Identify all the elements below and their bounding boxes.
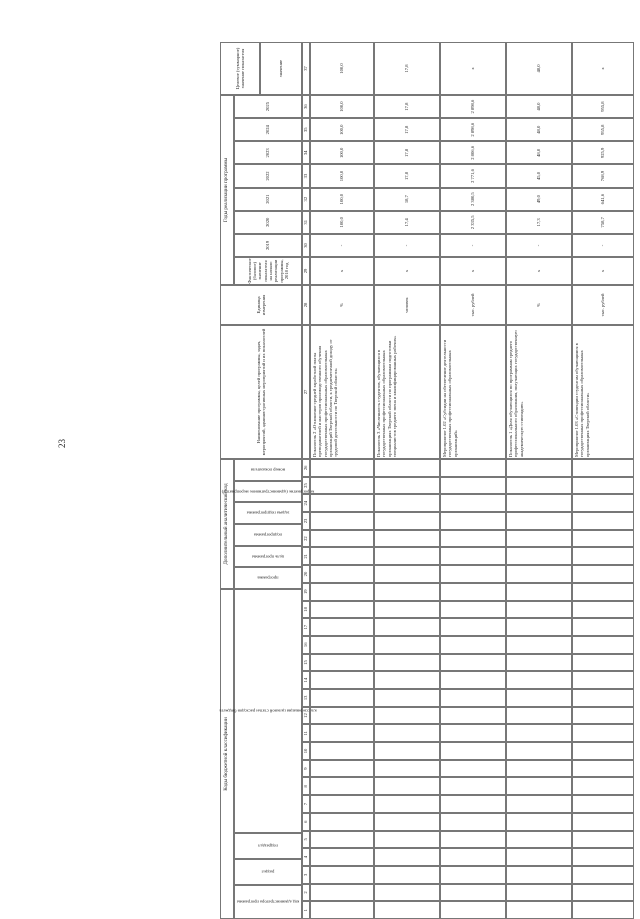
code-cell [506,494,572,512]
code-cell [310,884,374,902]
code-cell [374,636,440,654]
row-year-value: 2 771,6 [440,164,506,187]
dop-sub-header-text: задача подпрограммы [246,510,290,516]
row-target: х [572,42,634,95]
code-cell [440,636,506,654]
row-unit: тыс. рублей [440,285,506,325]
code-cell [374,831,440,849]
code-cell [374,777,440,795]
column-number: 9 [302,760,310,778]
code-cell [506,884,572,902]
dop-sub-header [234,567,302,589]
code-cell [506,777,572,795]
row-year-value: 2 335,5 [440,211,506,234]
row-year-value: - [506,234,572,257]
row-year-value: - [310,234,374,257]
code-cell [506,601,572,619]
column-number: 30 [302,234,310,257]
code-cell [310,866,374,884]
row-year-value: 17,8 [374,141,440,164]
row-year-value: - [440,234,506,257]
code-cell [440,494,506,512]
name-column-header [220,325,302,459]
column-number: 32 [302,188,310,211]
code-cell [572,618,634,636]
row-fact: х [506,257,572,285]
row-name: Показатель 1 «Доля обучающихся по программам среднего профессионального образования, получающих государственную академическую стипендию» [506,325,572,459]
code-cell [506,866,572,884]
kbk-header [220,589,234,919]
code-cell [572,689,634,707]
column-number: 1 [302,901,310,919]
code-cell [506,901,572,919]
dop-sub-header-text: цель программы [251,554,285,560]
column-number: 18 [302,601,310,619]
dop-header [220,459,234,589]
code-cell [506,795,572,813]
dop-sub-header [234,546,302,568]
code-cell [310,601,374,619]
code-cell [506,459,572,477]
code-cell [572,671,634,689]
code-cell [506,707,572,725]
column-number: 10 [302,742,310,760]
row-target: 100,0 [310,42,374,95]
row-fact: х [374,257,440,285]
code-cell [374,813,440,831]
code-cell [506,547,572,565]
code-cell [310,530,374,548]
row-target: 17,8 [374,42,440,95]
row-year-value: 17,8 [374,118,440,141]
row-year-value: 955,8 [572,118,634,141]
column-number: 2 [302,884,310,902]
target-header [220,42,260,95]
column-number: 35 [302,118,310,141]
code-cell [374,742,440,760]
code-cell [572,866,634,884]
name-column-header-text: Наименование программы, целей программы, задач, мероприятий, административных мероприятий и их показателей [255,328,266,456]
column-number: 3 [302,866,310,884]
code-cell [506,724,572,742]
column-number: 13 [302,689,310,707]
code-cell [374,530,440,548]
code-cell [440,654,506,672]
code-cell [572,884,634,902]
years-header [220,95,234,285]
code-cell [572,848,634,866]
code-cell [506,813,572,831]
code-cell [310,795,374,813]
column-number: 21 [302,547,310,565]
code-cell [440,813,506,831]
column-number: 8 [302,777,310,795]
column-number: 22 [302,530,310,548]
code-cell [374,866,440,884]
code-cell [506,565,572,583]
kbk-sub-header-text: код администратора программы [236,899,300,905]
year-header: 2022 [234,164,302,187]
row-year-value: 925,9 [572,141,634,164]
code-cell [572,742,634,760]
column-number: 27 [302,325,310,459]
column-number: 28 [302,285,310,325]
row-target: х [440,42,506,95]
row-unit: % [506,285,572,325]
row-year-value: 2 380,5 [440,188,506,211]
code-cell [440,884,506,902]
code-cell [374,494,440,512]
code-cell [374,601,440,619]
code-cell [506,654,572,672]
unit-column-header [220,285,302,325]
code-cell [374,583,440,601]
row-target: 48,0 [506,42,572,95]
code-cell [374,565,440,583]
row-fact: х [572,257,634,285]
column-number: 15 [302,654,310,672]
code-cell [440,795,506,813]
value-header-text: значение [278,59,284,78]
code-cell [310,459,374,477]
column-number: 14 [302,671,310,689]
kbk-sub-header [234,885,302,919]
code-cell [374,547,440,565]
code-cell [506,477,572,495]
code-cell [310,813,374,831]
code-cell [506,618,572,636]
code-cell [374,512,440,530]
code-cell [572,724,634,742]
row-year-value: 45,0 [506,164,572,187]
row-year-value: 17,8 [374,164,440,187]
code-cell [374,724,440,742]
code-cell [310,512,374,530]
dop-header-text: Дополнительный аналитический код [223,483,230,565]
row-year-value: 100,0 [310,164,374,187]
row-year-value: 17,4 [374,211,440,234]
code-cell [310,689,374,707]
code-cell [310,724,374,742]
row-name: Мероприятие 1.03 «Стипендии студентам обучающимся в государственных профессиональных образовательных организациях Тверской области» [572,325,634,459]
row-fact: х [440,257,506,285]
code-cell [506,831,572,849]
row-year-value: 641,6 [572,188,634,211]
code-cell [440,742,506,760]
code-cell [374,689,440,707]
code-cell [310,831,374,849]
code-cell [572,636,634,654]
kbk-sub-header-text: классификация целевой статьи расходов бюджета [219,708,317,714]
code-cell [440,901,506,919]
code-cell [374,795,440,813]
code-cell [572,512,634,530]
code-cell [310,547,374,565]
code-cell [310,848,374,866]
years-header-text: Годы реализации программы [223,157,230,223]
code-cell [506,671,572,689]
code-cell [310,636,374,654]
row-year-value: 49,0 [506,188,572,211]
year-header: 2025 [234,95,302,118]
code-cell [310,494,374,512]
year-header: 2021 [234,188,302,211]
kbk-sub-header-text: раздел [261,869,275,875]
row-year-value: 48,0 [506,141,572,164]
code-cell [374,884,440,902]
column-number: 23 [302,512,310,530]
code-cell [440,459,506,477]
row-year-value: 48,0 [506,95,572,118]
column-number: 17 [302,618,310,636]
code-cell [440,583,506,601]
year-header: 2024 [234,118,302,141]
code-cell [440,512,506,530]
code-cell [310,654,374,672]
code-cell [572,795,634,813]
code-cell [572,777,634,795]
kbk-header-text: Коды бюджетной классификации [223,717,230,791]
column-number: 25 [302,477,310,495]
column-number: 16 [302,636,310,654]
code-cell [506,530,572,548]
code-cell [310,618,374,636]
code-cell [506,583,572,601]
code-cell [506,636,572,654]
row-year-value: 768,9 [572,164,634,187]
code-cell [506,512,572,530]
code-cell [310,901,374,919]
row-year-value: 2 806,6 [440,141,506,164]
code-cell [572,547,634,565]
code-cell [572,459,634,477]
fact-header [234,257,302,285]
column-number: 4 [302,848,310,866]
row-year-value: 48,0 [506,118,572,141]
column-number: 37 [302,42,310,95]
row-year-value: 100,0 [310,118,374,141]
kbk-sub-header [234,833,302,859]
code-cell [310,583,374,601]
dop-sub-header [234,502,302,524]
row-name: Показатель 2 «Отношение средней заработной платы преподавателей и мастеров производственного обучения государственных профессиональных образовательных организаций Тверской области, к среднемесячной доходу от трудовой деятельности по Тверской области» [310,325,374,459]
code-cell [440,866,506,884]
code-cell [506,689,572,707]
row-year-value: 100,0 [310,95,374,118]
fact-header-text: Фактическое (базовое) значение показателя на начало реализации программы, 2018 год [246,258,289,284]
code-cell [374,477,440,495]
code-cell [374,760,440,778]
code-cell [572,601,634,619]
code-cell [374,901,440,919]
dop-sub-header-text: программа [257,575,279,581]
code-cell [440,530,506,548]
code-cell [572,477,634,495]
column-number: 5 [302,831,310,849]
table-landscape [220,42,634,919]
code-cell [572,813,634,831]
code-cell [506,760,572,778]
dop-sub-header-text: подпрограмма [253,532,283,538]
row-unit: тыс. рублей [572,285,634,325]
code-cell [440,618,506,636]
code-cell [440,547,506,565]
code-cell [374,848,440,866]
code-cell [310,760,374,778]
code-cell [440,760,506,778]
code-cell [572,494,634,512]
code-cell [572,901,634,919]
code-cell [440,565,506,583]
column-number: 11 [302,724,310,742]
code-cell [374,459,440,477]
column-number: 36 [302,95,310,118]
column-number: 29 [302,257,310,285]
code-cell [506,848,572,866]
code-cell [572,565,634,583]
code-cell [440,707,506,725]
row-year-value: 2 898,6 [440,118,506,141]
row-year-value: - [374,234,440,257]
column-number: 24 [302,494,310,512]
row-year-value: 18,7 [374,188,440,211]
code-cell [310,742,374,760]
code-cell [440,601,506,619]
kbk-sub-header [234,859,302,885]
code-cell [374,654,440,672]
row-name: Мероприятие 1.02 «Субсидии на обеспечение деятельности государственных профессиональных образовательных организаций» [440,325,506,459]
code-cell [310,565,374,583]
row-year-value: 2 898,6 [440,95,506,118]
column-number: 34 [302,141,310,164]
code-cell [572,760,634,778]
code-cell [374,618,440,636]
column-number: 26 [302,459,310,477]
code-cell [440,777,506,795]
column-number: 31 [302,211,310,234]
program-table [220,42,634,919]
row-fact: х [310,257,374,285]
code-cell [572,654,634,672]
code-cell [440,671,506,689]
row-year-value: 758,7 [572,211,634,234]
code-cell [310,707,374,725]
year-header: 2023 [234,141,302,164]
code-cell [572,707,634,725]
row-year-value: 100,0 [310,211,374,234]
code-cell [440,831,506,849]
year-header: 2020 [234,211,302,234]
row-unit: человек [374,285,440,325]
row-year-value: 100,0 [310,188,374,211]
code-cell [374,671,440,689]
kbk-sub-header-text: подраздел [258,843,278,849]
column-number: 7 [302,795,310,813]
unit-column-header-text: Единица измерения [255,294,266,316]
row-year-value: 955,8 [572,95,634,118]
code-cell [572,583,634,601]
column-number: 33 [302,164,310,187]
code-cell [572,831,634,849]
target-header-text: Целевое (суммарное) значение показателя [234,47,245,90]
dop-sub-header [234,524,302,546]
row-year-value: 17,3 [506,211,572,234]
code-cell [440,724,506,742]
page-number: 23 [57,439,67,448]
dop-sub-header [234,459,302,481]
value-header [260,42,302,95]
row-unit: % [310,285,374,325]
code-cell [440,477,506,495]
row-year-value: 100,0 [310,141,374,164]
code-cell [310,671,374,689]
dop-sub-header-text: мероприятие (административное мероприятие) [221,489,315,495]
column-number: 20 [302,565,310,583]
row-year-value: - [572,234,634,257]
code-cell [506,742,572,760]
column-number: 19 [302,583,310,601]
code-cell [440,689,506,707]
column-number: 12 [302,707,310,725]
row-name: Показатель 3 «Численность студентов, обучающихся в государственных профессиональных образовательных организациях Тверской области по программам подготовки специалистов среднего звена и квалифицированных рабочих» [374,325,440,459]
code-cell [374,707,440,725]
column-number: 6 [302,813,310,831]
code-cell [310,777,374,795]
row-year-value: 17,8 [374,95,440,118]
year-header: 2019 [234,234,302,257]
code-cell [440,848,506,866]
dop-sub-header-text: номер показателя [250,467,286,473]
code-cell [310,477,374,495]
code-cell [572,530,634,548]
